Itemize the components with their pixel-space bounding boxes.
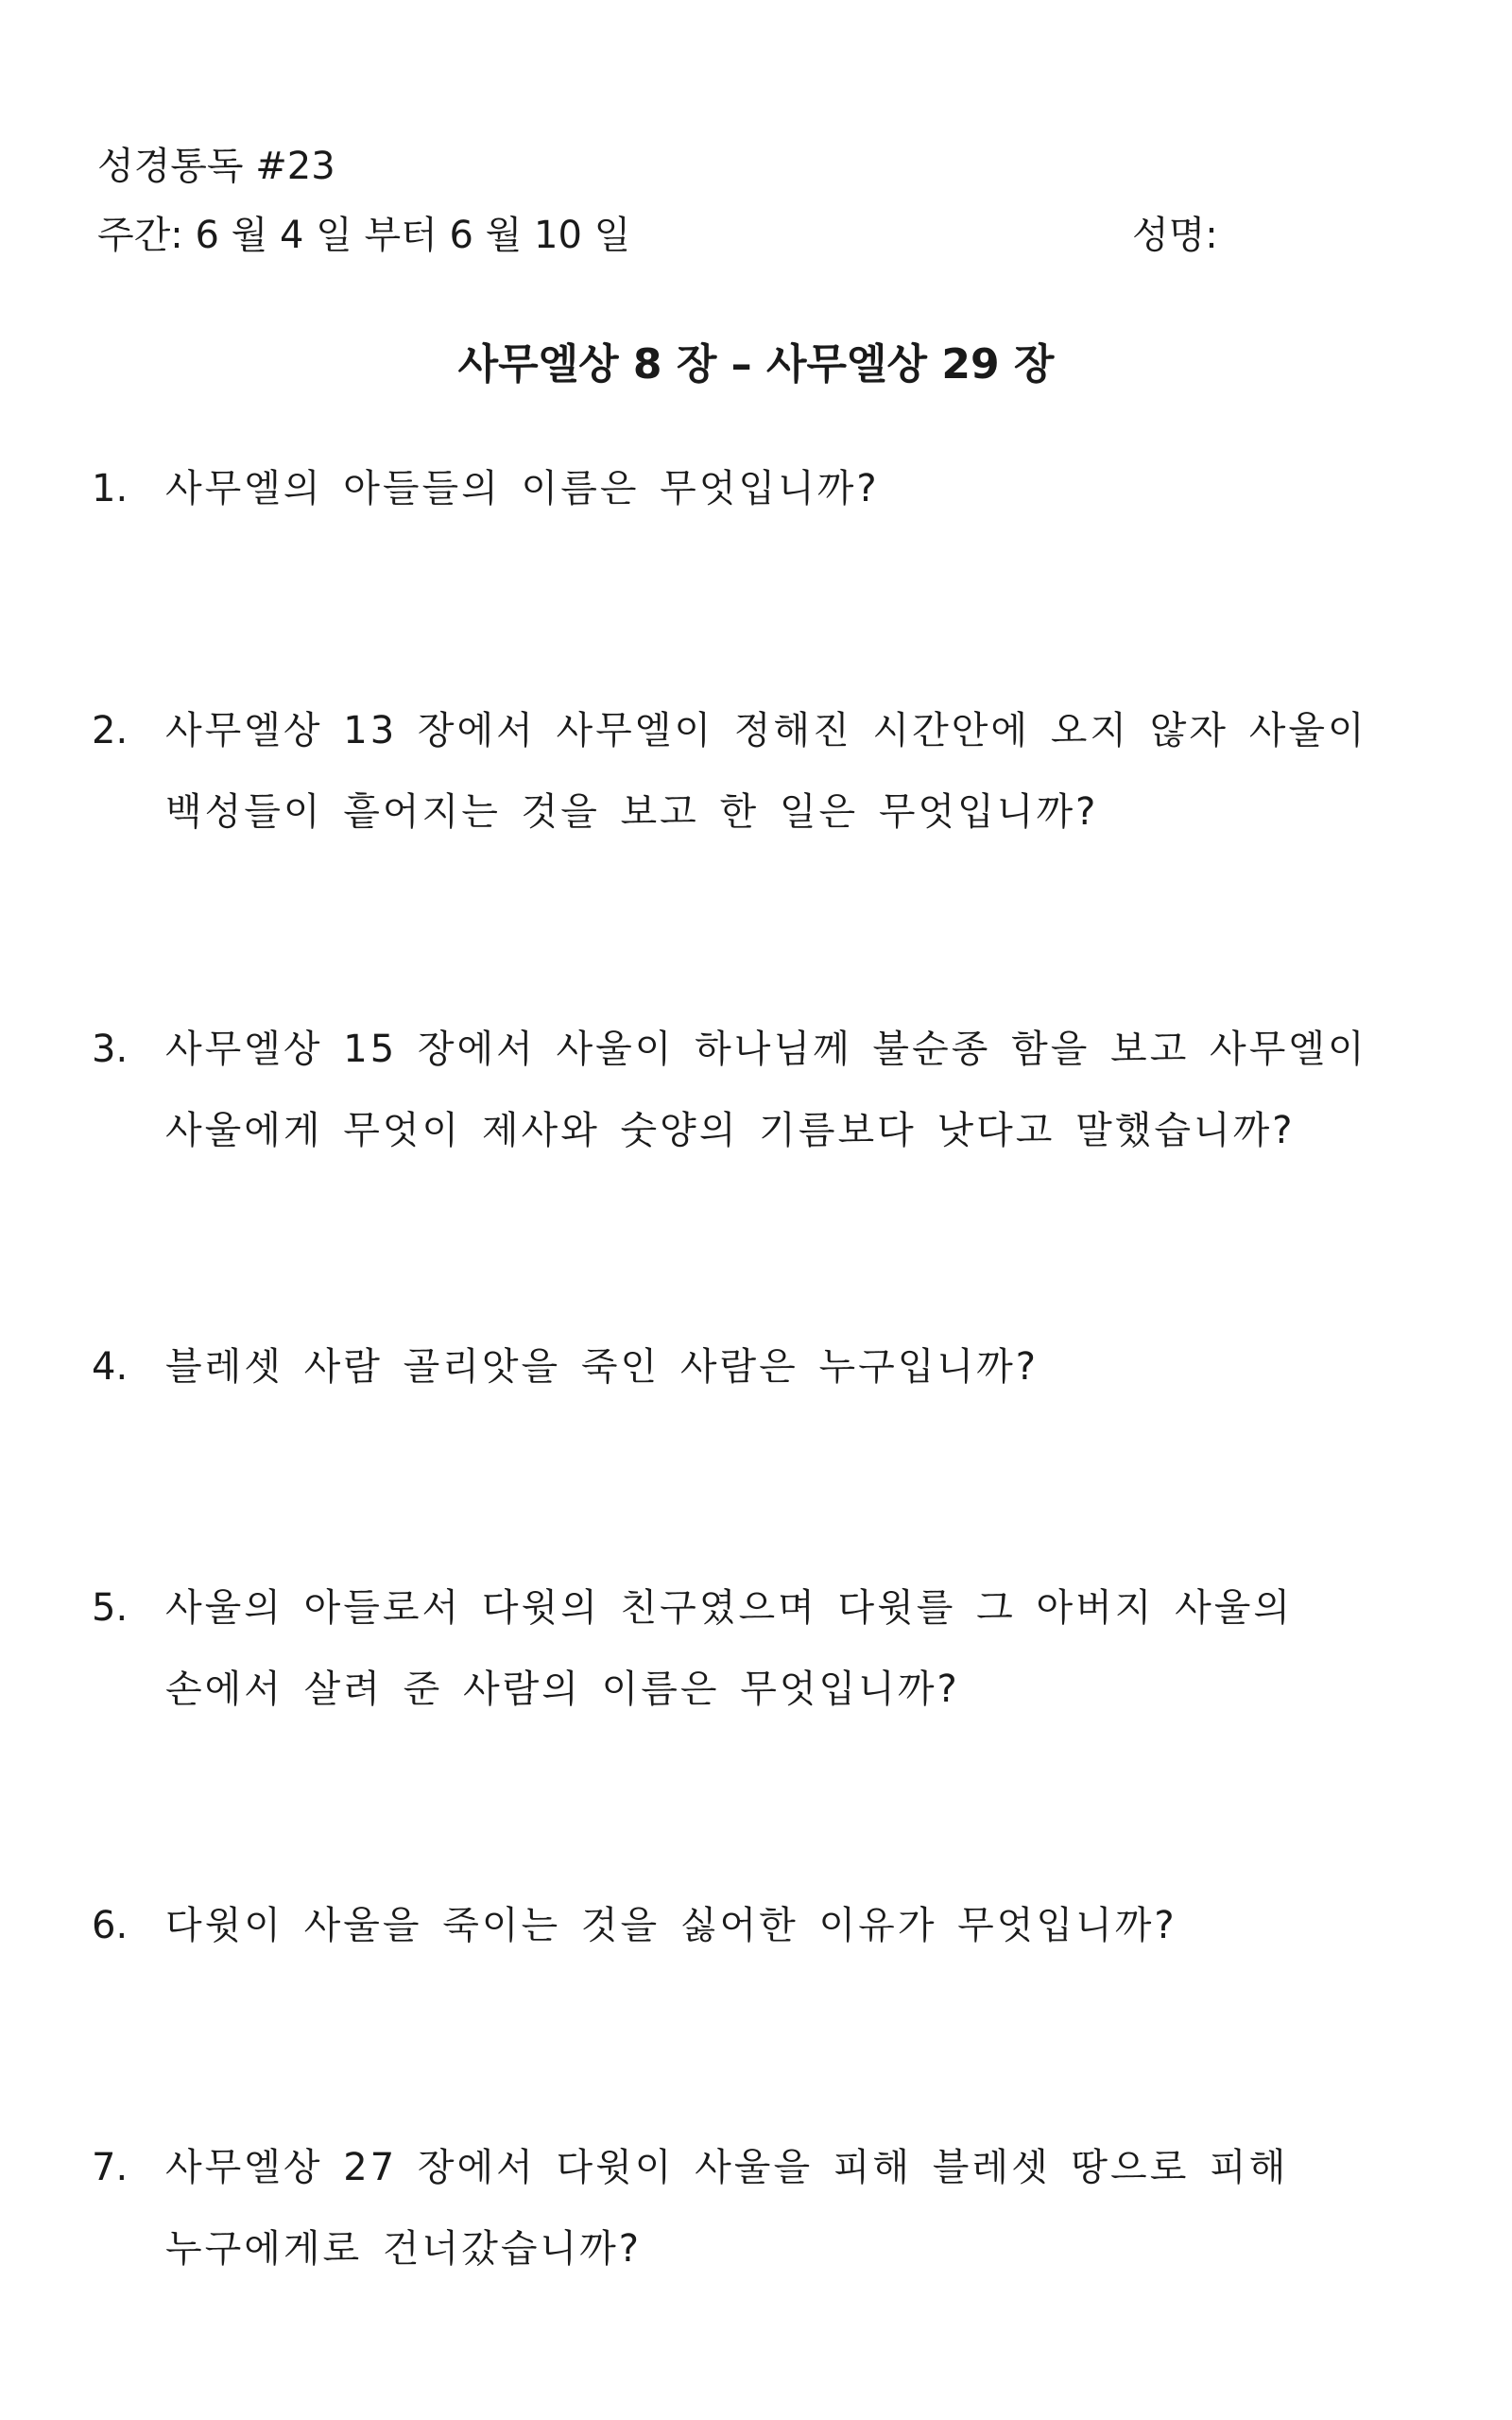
question-number: 4. (92, 1345, 129, 1389)
question-line: 사무엘상 13 장에서 사무엘이 정해진 시간안에 오지 않자 사울이 (165, 709, 1367, 752)
question-text (165, 1885, 1432, 1966)
question-number: 2. (92, 709, 129, 752)
question-line: 사무엘의 아들들의 이름은 무엇입니까? (165, 467, 880, 510)
question-number: 6. (92, 1904, 129, 1947)
name-label: 성명: (1132, 214, 1218, 257)
question-text (165, 1009, 1432, 1171)
worksheet-title: 성경통독 #23 (97, 145, 335, 188)
question-number: 3. (92, 1028, 129, 1071)
question-text (165, 448, 1432, 529)
question-line: 백성들이 흩어지는 것을 보고 한 일은 무엇입니까? (165, 790, 1099, 834)
question-line: 손에서 살려 준 사람의 이름은 무엇입니까? (165, 1668, 960, 1711)
reading-period: 주간: 6 월 4 일 부터 6 월 10 일 (97, 214, 631, 257)
question-line: 사울에게 무엇이 제사와 숫양의 기름보다 낫다고 말했습니까? (165, 1109, 1296, 1152)
question-line: 블레셋 사람 골리앗을 죽인 사람은 누구입니까? (165, 1345, 1039, 1389)
chapter-range-heading: 사무엘상 8 장 – 사무엘상 29 장 (457, 340, 1055, 389)
question-text (165, 690, 1432, 853)
question-text (165, 1567, 1432, 1730)
question-number: 5. (92, 1586, 129, 1630)
question-line: 사무엘상 27 장에서 다윗이 사울을 피해 블레셋 땅으로 피해 (165, 2146, 1289, 2189)
question-number: 1. (92, 467, 129, 510)
question-line: 사울의 아들로서 다윗의 친구였으며 다윗를 그 아버지 사울의 (165, 1586, 1294, 1630)
question-number: 7. (92, 2146, 129, 2189)
question-line: 다윗이 사울을 죽이는 것을 싫어한 이유가 무엇입니까? (165, 1904, 1177, 1947)
question-text (165, 1326, 1432, 1408)
question-text (165, 2127, 1432, 2290)
question-line: 사무엘상 15 장에서 사울이 하나님께 불순종 함을 보고 사무엘이 (165, 1028, 1367, 1071)
question-line: 누구에게로 건너갔습니까? (165, 2227, 642, 2271)
